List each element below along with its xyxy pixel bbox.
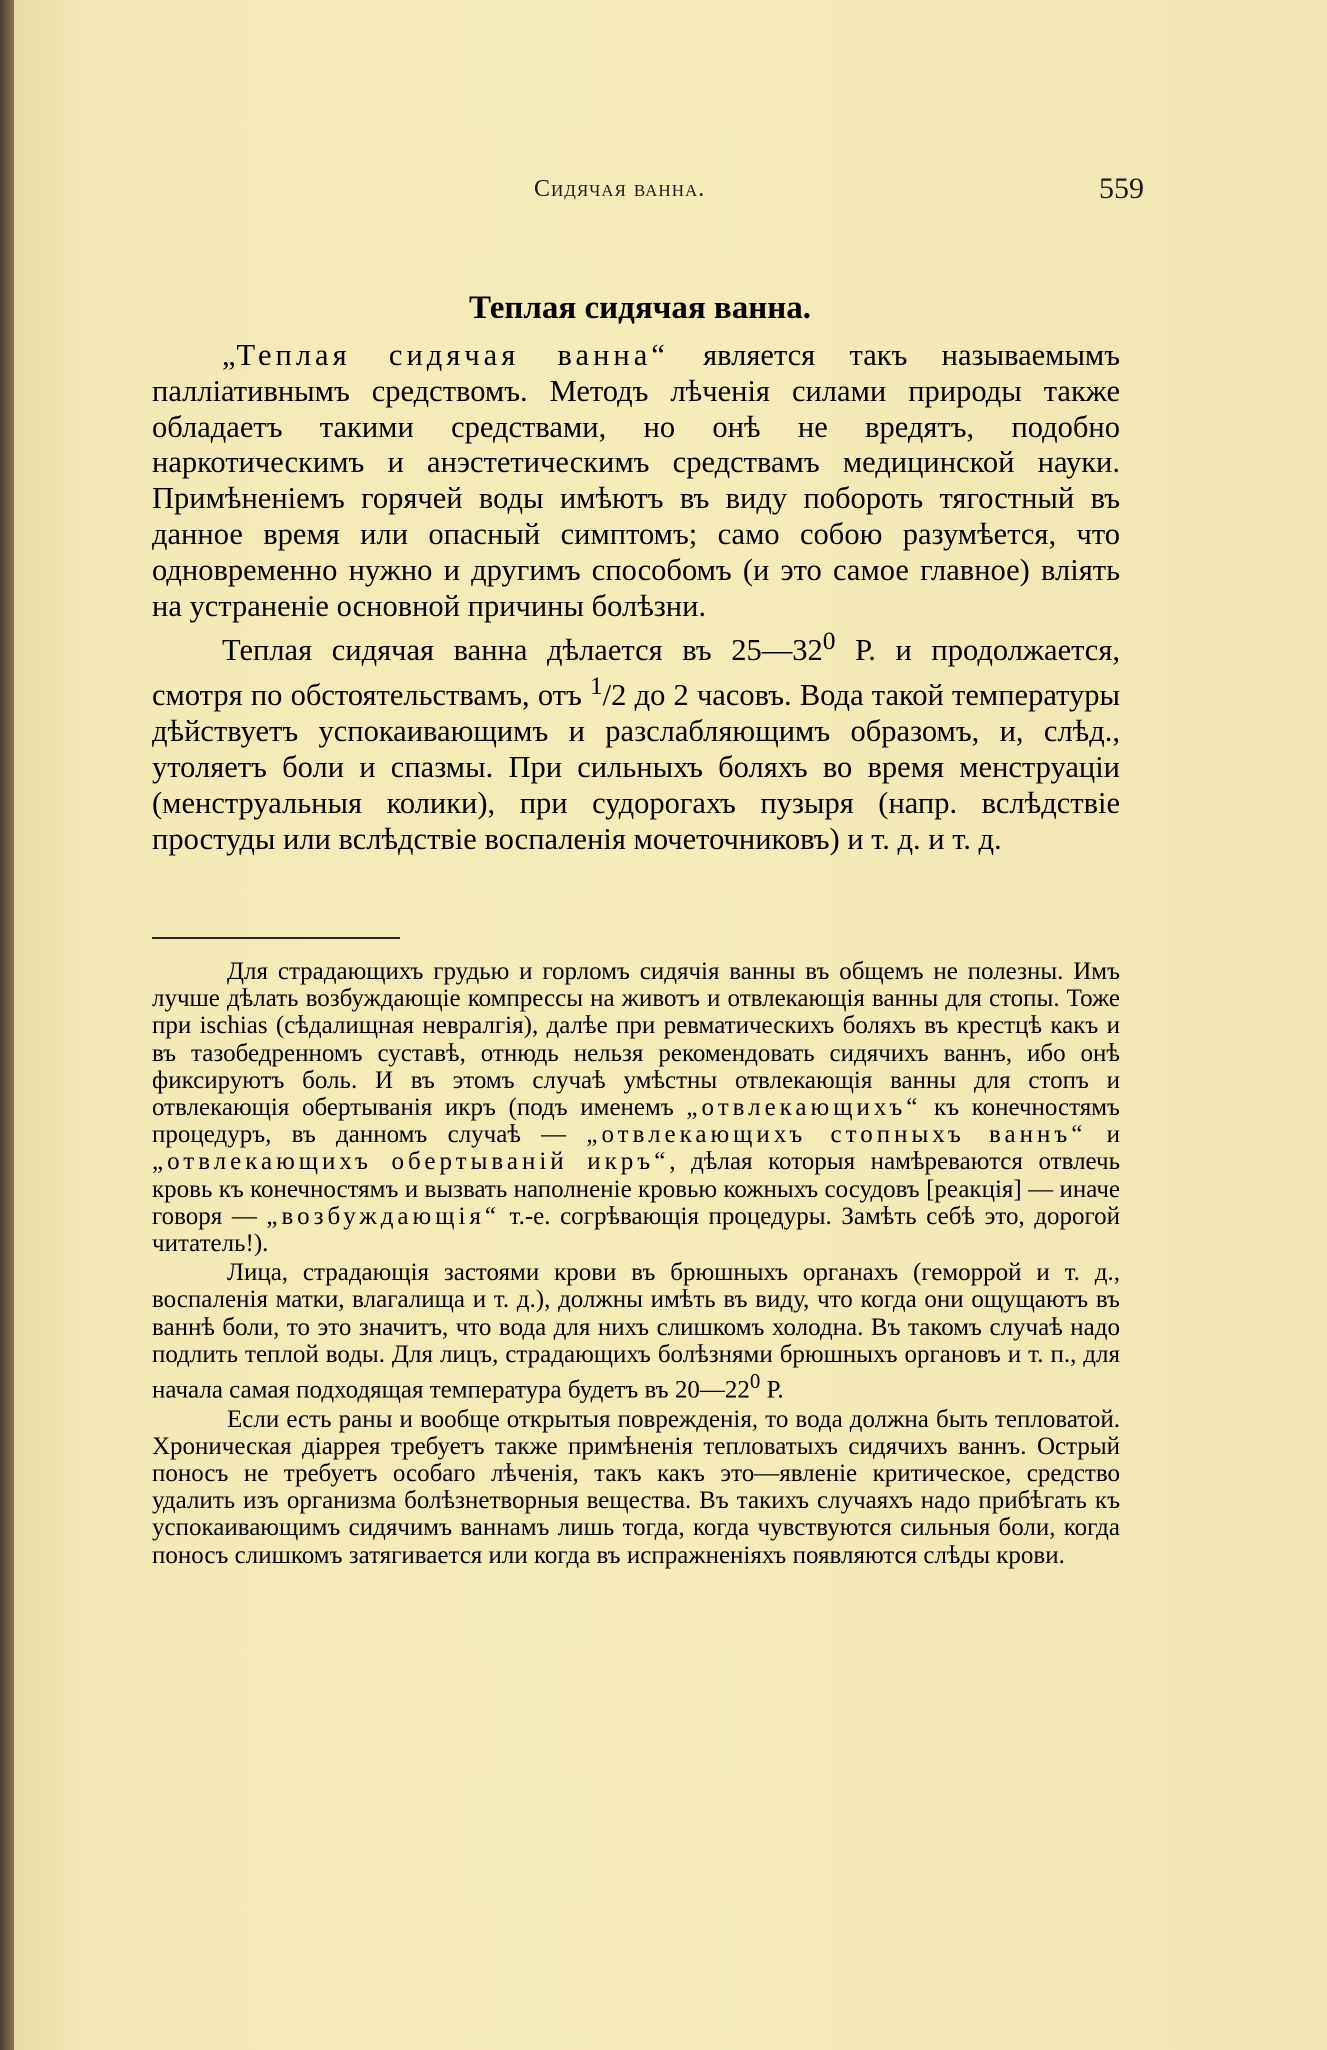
note-1-g: , дѣлая которыя намѣреваются отвлечь кровь къ конечностямъ и вызвать наполненіе кровью кожныхъ сосудовъ [реакція] — иначе говоря — <box>152 1148 1120 1230</box>
running-head-title: Сидячая ванна. <box>534 176 706 202</box>
note-1-spaced-f: „отвлекающихъ обертываній икръ“ <box>152 1148 670 1176</box>
fraction-numerator: 1 <box>589 672 603 701</box>
paragraph-2 <box>152 624 1120 857</box>
note-1-spaced-h: „возбуждающія“ <box>266 1202 500 1230</box>
note-1-c: къ конечностямъ процедуръ, въ данномъ случаѣ — <box>152 1094 1120 1149</box>
note-1 <box>152 958 1120 1257</box>
paragraph-1 <box>152 338 1120 624</box>
book-spine-edge <box>0 0 14 2050</box>
notes-text <box>152 958 1120 1569</box>
paragraph-2-pre: Теплая сидячая ванна дѣлается въ 25—32 <box>222 633 823 668</box>
note-1-e: и <box>1086 1121 1120 1149</box>
degree-mark: 0 <box>822 627 836 656</box>
note-1-spaced-d: „отвлекающихъ стопныхъ ваннъ“ <box>586 1121 1087 1149</box>
note-2-post: Р. <box>760 1376 784 1404</box>
footnote-divider <box>152 937 400 939</box>
note-3: Если есть раны и вообще открытыя поврежденія, то вода должна быть тепловатой. Хроническая діаррея требуетъ также примѣненія тепловатыхъ сидячихъ ваннъ. Острый поносъ не требуетъ особаго лѣченія, такъ какъ это—явленіе критическое, средство удалить изъ организма болѣзнетворныя вещества. Въ такихъ случаяхъ надо прибѣгать къ успокаивающимъ сидячимъ ваннамъ лишь тогда, когда чувствуются сильныя боли, когда поносъ слишкомъ затягивается или когда въ испражненіяхъ появляются слѣды крови. <box>152 1405 1120 1569</box>
paragraph-2-mid: Р. и продолжается, смотря по обстоятельствамъ, отъ <box>152 633 1120 713</box>
fraction-denominator: /2 <box>602 678 627 713</box>
paragraph-2-post: до 2 часовъ. Вода такой температуры дѣйствуетъ успокаивающимъ и разслабляющимъ образомъ, и, слѣд., утоляетъ боли и спазмы. При сильныхъ боляхъ во время менструаціи (менструальныя колики), при судорогахъ пузыря (напр. вслѣдствіе простуды или вслѣдствіе воспаленія мочеточниковъ) и т. д. и т. д. <box>152 678 1121 856</box>
spaced-quote: „Теплая сидячая ванна“ <box>222 338 669 372</box>
paragraph-1-text: является такъ называемымъ палліативнымъ средствомъ. Методъ лѣченія силами природы также обладаетъ такими средствами, но онѣ не вредятъ, подобно наркотическимъ и анэстетическимъ средствамъ медицинской науки. Примѣненіемъ горячей воды имѣютъ въ виду побороть тягостный въ данное время или опасный симптомъ; само собою разумѣется, что одновременно нужно и другимъ способомъ (и это самое главное) вліять на устраненіе основной причины болѣзни. <box>152 338 1121 623</box>
running-head <box>164 172 1144 212</box>
note-2-pre: Лица, страдающія застоями крови въ брюшныхъ органахъ (геморрой и т. д., воспаленія матки, влагалища и т. д.), должны имѣть въ виду, что когда они ощущаютъ въ ваннѣ боли, то это значитъ, что вода для нихъ слишкомъ холодна. Въ такомъ случаѣ надо подлить теплой воды. Для лицъ, страдающихъ болѣзнями брюшныхъ органовъ и т. п., для начала самая подходящая температура будетъ въ 20—22 <box>152 1259 1120 1404</box>
page-number: 559 <box>1099 172 1144 205</box>
main-text <box>152 338 1120 857</box>
section-title: Теплая сидячая ванна. <box>468 290 812 326</box>
note-1-i: т.-е. согрѣвающія процедуры. Замѣть себѣ это, дорогой читатель!). <box>152 1202 1120 1258</box>
note-2 <box>152 1259 1120 1403</box>
note-1-spaced-b: „отвлекающихъ“ <box>686 1094 922 1122</box>
note-1-a: Для страдающихъ грудью и горломъ сидячія ванны въ общемъ не полезны. Имъ лучше дѣлать возбуждающіе компрессы на животъ и отвлекающія ванны для стопы. Тоже при ischias (сѣдалищная невралгія), далѣе при ревматическихъ боляхъ въ крестцѣ какъ и въ тазобедренномъ суставѣ, отнюдь нельзя рекомендовать сидячихъ ваннъ, ибо онѣ фиксируютъ боль. И въ этомъ случаѣ умѣстны отвлекающія ванны для стопъ и отвлекающія обертыванія икръ (подъ именемъ <box>152 958 1120 1122</box>
note-2-degree-mark: 0 <box>749 1369 761 1394</box>
